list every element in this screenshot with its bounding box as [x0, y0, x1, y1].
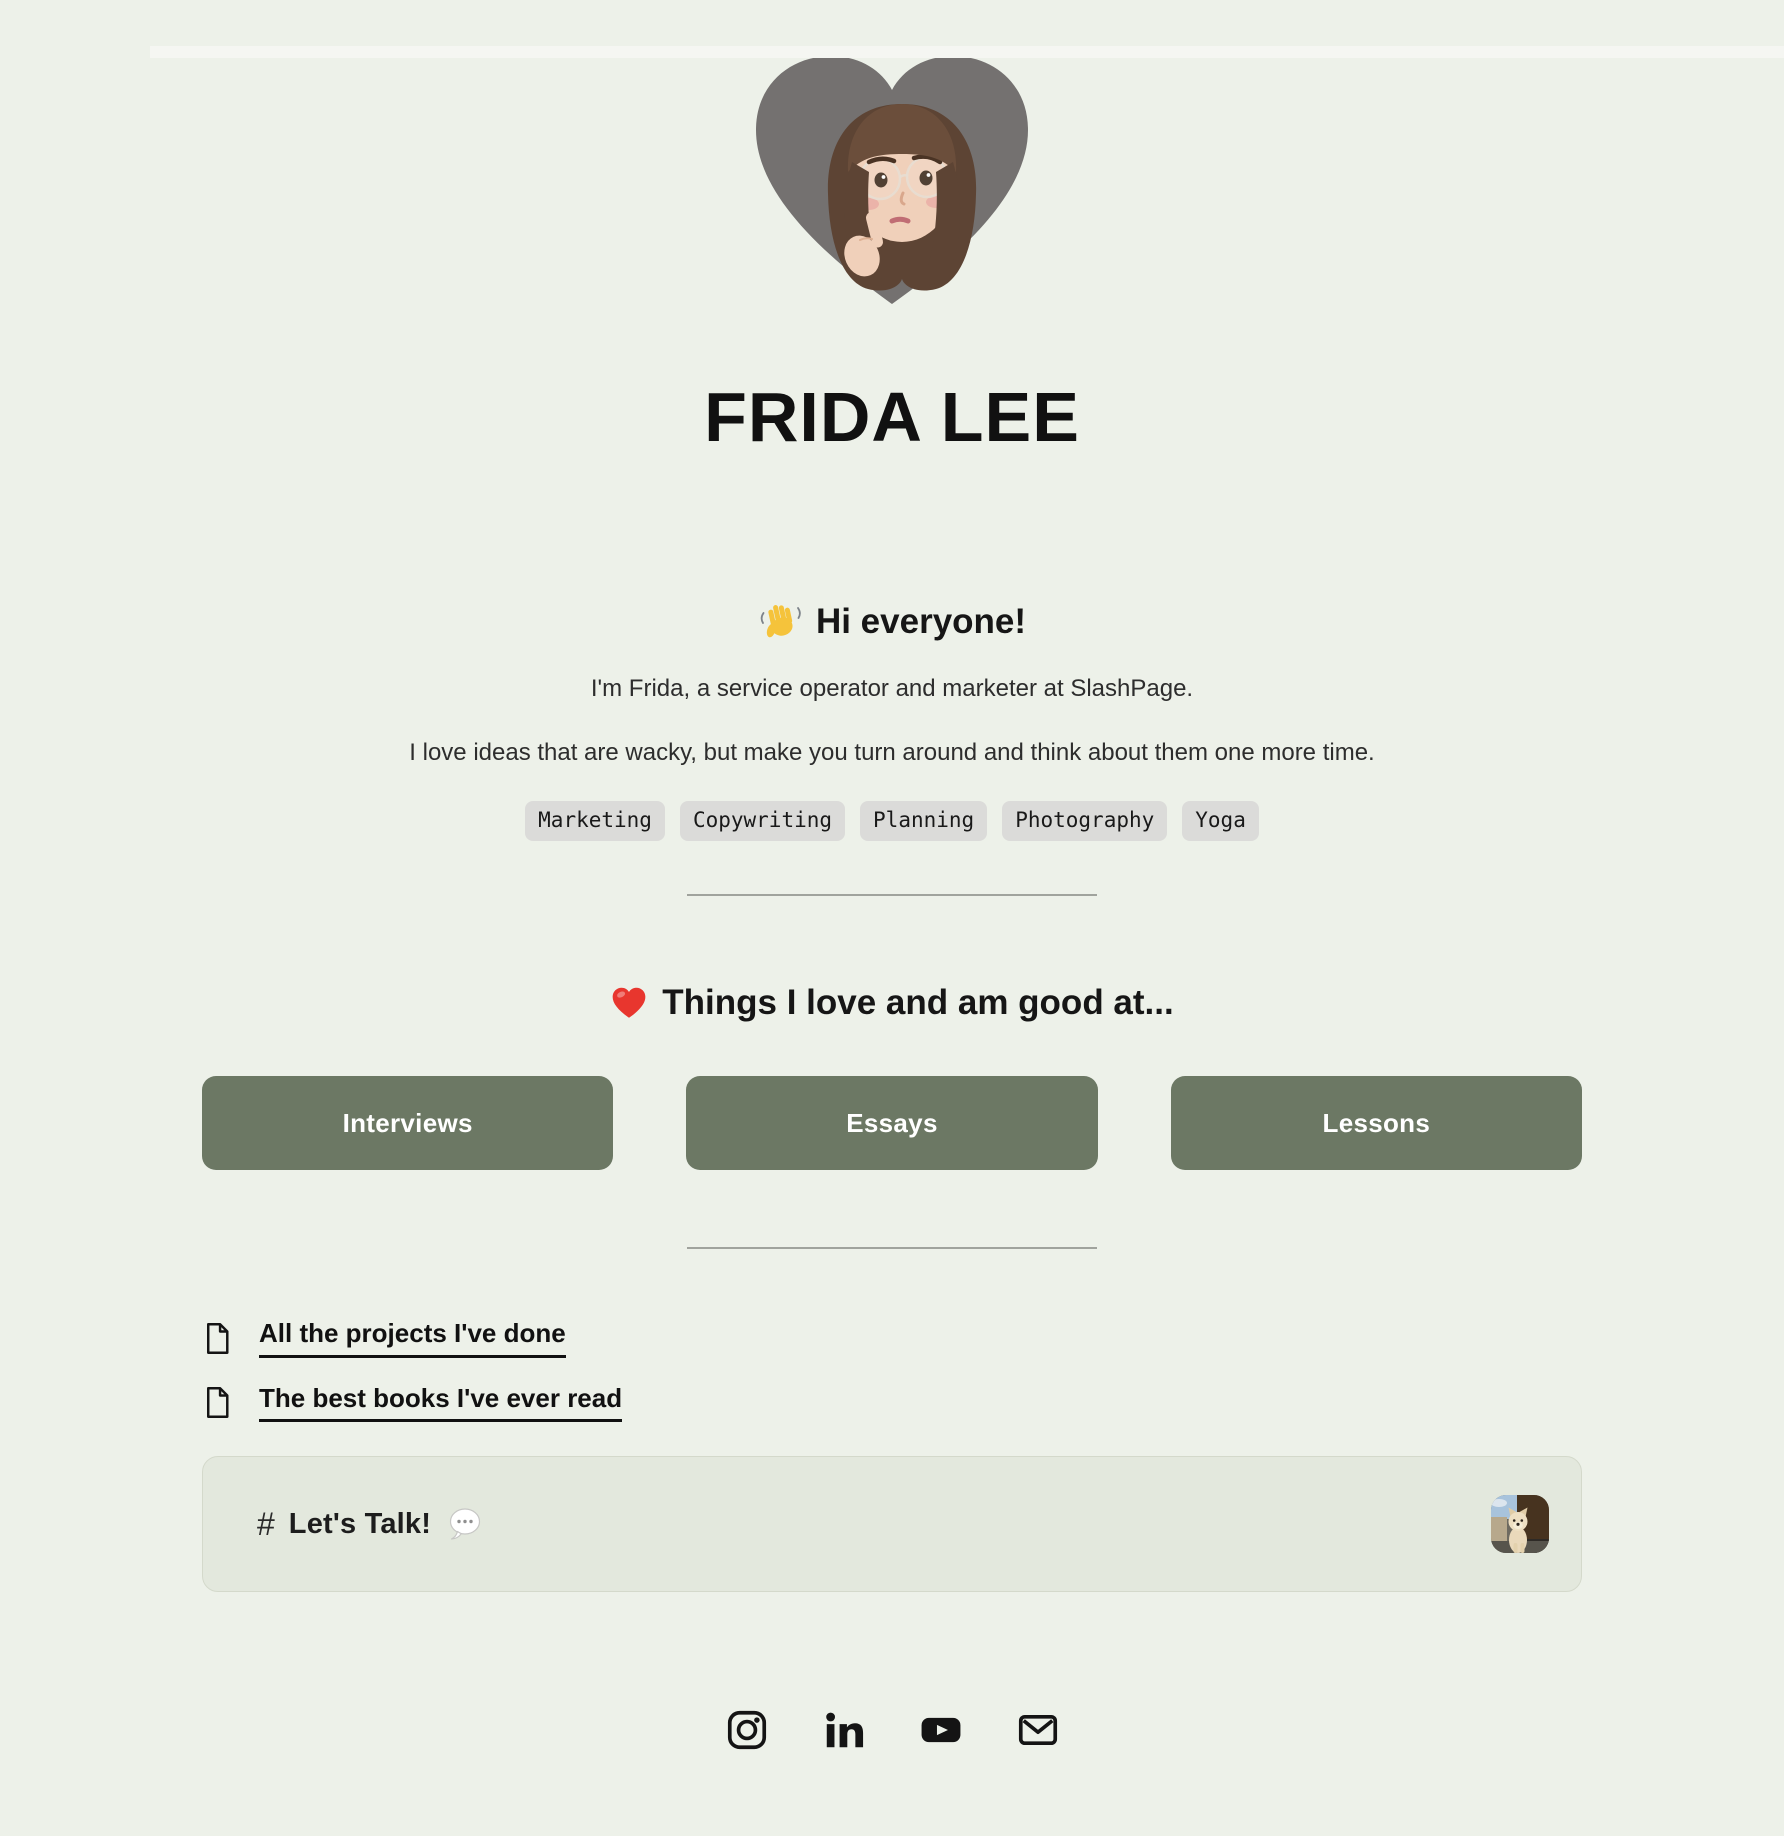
skill-button-row	[202, 1076, 1582, 1170]
red-heart-emoji-icon	[610, 985, 648, 1021]
lets-talk-label: Let's Talk!	[288, 1507, 432, 1540]
intro-heading	[202, 600, 1582, 644]
youtube-icon[interactable]	[919, 1708, 963, 1752]
essays-button[interactable]: Essays	[686, 1076, 1097, 1170]
section-divider	[687, 894, 1097, 896]
profile-page	[0, 46, 1784, 1752]
intro-line-1: I'm Frida, a service operator and marketer at SlashPage.	[590, 675, 1194, 702]
heart-memoji-image	[742, 46, 1042, 318]
tag-list	[202, 801, 1582, 841]
profile-name: FRIDA LEE	[704, 378, 1080, 456]
lets-talk-title	[257, 1506, 483, 1543]
tag-pill-marketing: Marketing	[525, 801, 665, 841]
document-icon	[202, 1385, 233, 1420]
profile-avatar	[742, 46, 1042, 318]
skills-heading-text: Things I love and am good at...	[662, 983, 1174, 1022]
dog-photo-thumbnail	[1491, 1495, 1549, 1553]
instagram-icon[interactable]	[725, 1708, 769, 1752]
intro-heading-text: Hi everyone!	[815, 602, 1027, 641]
waving-hand-emoji-icon	[758, 600, 802, 644]
top-strip	[150, 46, 1784, 58]
books-link[interactable]	[202, 1384, 622, 1423]
email-icon[interactable]	[1016, 1708, 1060, 1752]
page-links	[202, 1319, 1582, 1422]
lessons-button[interactable]: Lessons	[1171, 1076, 1582, 1170]
tag-pill-planning: Planning	[860, 801, 987, 841]
speech-bubble-emoji-icon	[447, 1507, 483, 1541]
projects-link[interactable]	[202, 1319, 566, 1358]
interviews-button[interactable]: Interviews	[202, 1076, 613, 1170]
linkedin-icon[interactable]	[822, 1708, 866, 1752]
tag-pill-copywriting: Copywriting	[680, 801, 845, 841]
hash-channel-icon: #	[257, 1505, 275, 1542]
tag-pill-yoga: Yoga	[1182, 801, 1259, 841]
section-divider	[687, 1247, 1097, 1249]
tag-pill-photography: Photography	[1002, 801, 1167, 841]
projects-link-label[interactable]: All the projects I've done	[259, 1319, 566, 1358]
skills-heading	[202, 982, 1582, 1024]
books-link-label[interactable]: The best books I've ever read	[259, 1384, 622, 1423]
lets-talk-card[interactable]	[202, 1456, 1582, 1592]
social-links	[0, 1708, 1784, 1752]
intro-line-2: I love ideas that are wacky, but make you turn around and think about them one more time.	[409, 739, 1375, 766]
document-icon	[202, 1321, 233, 1356]
